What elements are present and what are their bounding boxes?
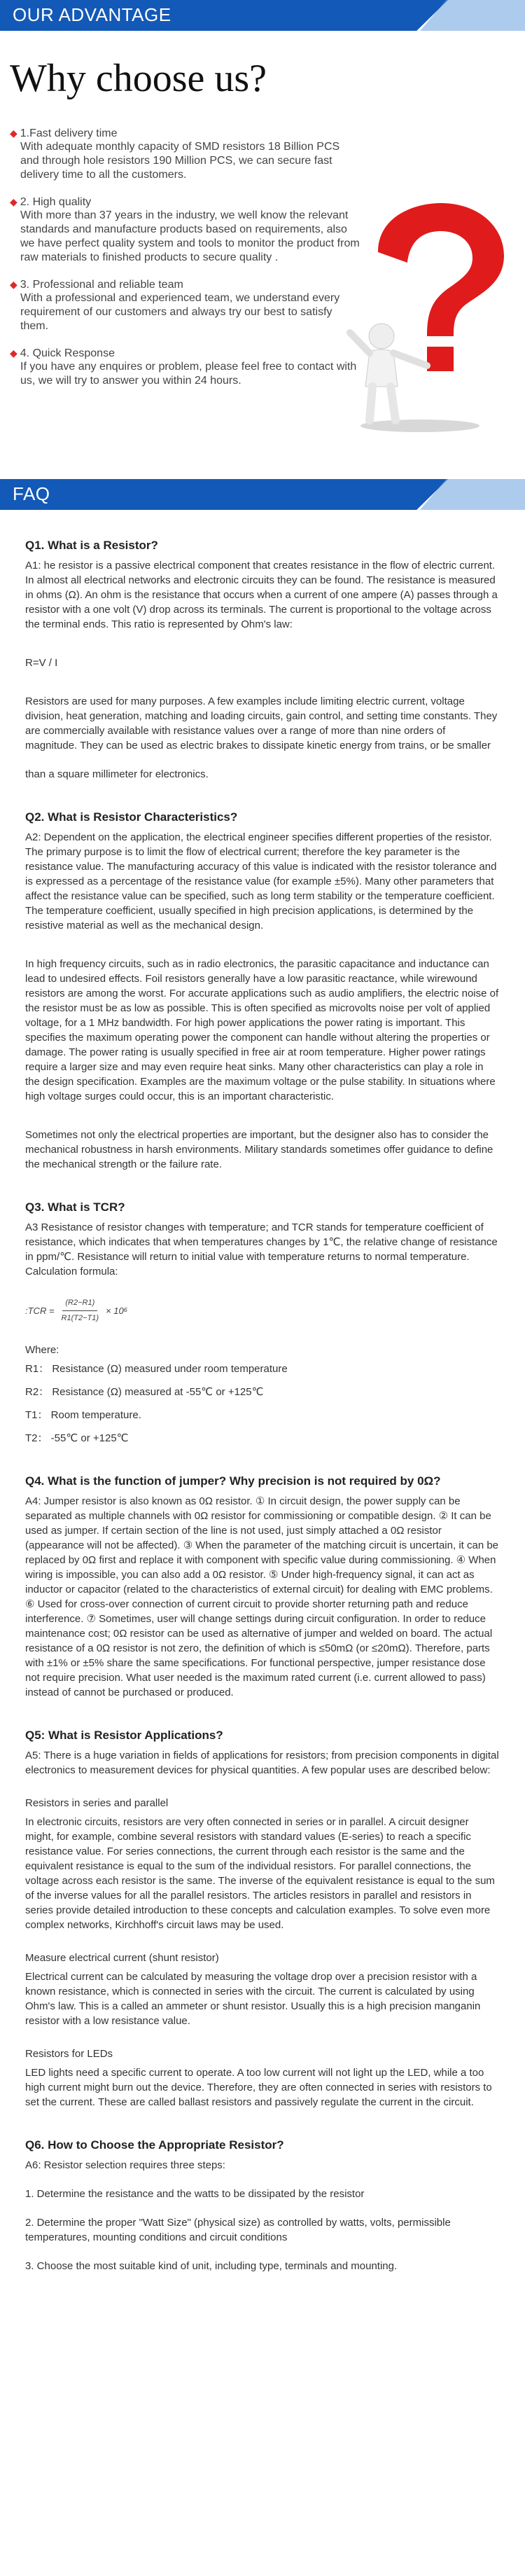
faq-answer: LED lights need a specific current to operate. A too low current will not light up the LED, while a too high current might burn out the device. Therefore, they are often connected in series with resistors to set the current. These are called ballast resistors and passively regulate the current in the circuit. bbox=[25, 2067, 492, 2108]
advantage-heading: 1.Fast delivery time bbox=[20, 127, 118, 139]
advantage-text: If you have any enquires or problem, please feel free to contact with us, we will try to answer you within 24 hours. bbox=[20, 361, 357, 387]
advantage-heading: 3. Professional and reliable team bbox=[20, 279, 183, 291]
diamond-bullet-icon: ◆ bbox=[10, 279, 18, 290]
faq-answer: A1: he resistor is a passive electrical component that creates resistance in the flow of electric current. In almost all electrical networks and electronic circuits they can be found. The resistance is measured in ohms (Ω). An ohm is the resistance that occurs when a current of one ampere (A) passes through a resistor with a one volt (V) drop across its terminals. The current is proportional to the voltage across the terminal ends. This ratio is represented by Ohm's law: bbox=[25, 560, 498, 630]
advantages-list bbox=[10, 127, 360, 402]
faq-question: Q6. How to Choose the Appropriate Resistor? bbox=[25, 2138, 284, 2152]
question-mark-figure-icon bbox=[329, 203, 518, 434]
formula-denominator: R1(T2−T1) bbox=[61, 1314, 99, 1322]
selection-step: 1. Determine the resistance and the watts to be dissipated by the resistor bbox=[25, 2188, 365, 2200]
diamond-bullet-icon: ◆ bbox=[10, 347, 18, 359]
definition-item: T1： Room temperature. bbox=[25, 1409, 141, 1421]
faq-question: Q3. What is TCR? bbox=[25, 1200, 125, 1214]
faq-answer: than a square millimeter for electronics. bbox=[25, 768, 209, 780]
advantage-item bbox=[10, 279, 360, 333]
faq-answer: A3 Resistance of resistor changes with temperature; and TCR stands for temperature coefficient of resistance, which indicates that when temperatures changes by 1℃, the relative change of resistance in ppm/℃. Resistance will return to initial value with temperature returns to normal temperature. Calculation formula: bbox=[25, 1221, 498, 1277]
diamond-bullet-icon: ◆ bbox=[10, 127, 18, 139]
selection-step: 3. Choose the most suitable kind of unit, including type, terminals and mounting. bbox=[25, 2260, 398, 2272]
advantage-banner-title: OUR ADVANTAGE bbox=[13, 4, 172, 25]
faq-question: Q1. What is a Resistor? bbox=[25, 539, 158, 552]
advantage-text: With more than 37 years in the industry, we well know the relevant standards and manufacture products based on requirements, also we have perfect quality system and tools to monitor the product from raw materials to finished products to secure quality . bbox=[20, 209, 360, 263]
formula-lhs: :TCR = bbox=[25, 1306, 55, 1316]
ohms-law: R=V / I bbox=[25, 657, 58, 669]
faq-answer: A6: Resistor selection requires three steps: bbox=[25, 2159, 225, 2171]
faq-subheading: Resistors for LEDs bbox=[25, 2048, 113, 2060]
advantage-item bbox=[10, 347, 360, 388]
advantages-section bbox=[0, 119, 525, 483]
faq-question: Q4. What is the function of jumper? Why precision is not required by 0Ω? bbox=[25, 1474, 441, 1488]
selection-step: 2. Determine the proper "Watt Size" (physical size) as controlled by watts, volts, permissible temperatures, mounting conditions and circuit conditions bbox=[25, 2217, 451, 2243]
faq-answer: A2: Dependent on the application, the electrical engineer specifies different properties of the resistor. The primary purpose is to limit the flow of electrical current; therefore the key parameter is the resistance value. The manufacturing accuracy of this value is indicated with the resistor tolerance and is expressed as a percentage of the resistance value (for example ±5%). Many other parameters that affect the resistance value can be specified, such as long term stability or the temperature coefficient. The temperature coefficient, usually specified in high precision applications, is determined by the resistive material as well as the mechanical design. bbox=[25, 831, 497, 932]
advantage-item bbox=[10, 127, 360, 182]
advantage-banner bbox=[0, 0, 525, 31]
faq-subheading: Resistors in series and parallel bbox=[25, 1797, 169, 1809]
banner-bar bbox=[0, 479, 448, 510]
faq-answer: In electronic circuits, resistors are very often connected in series or in parallel. A circuit designer might, for example, combine several resistors with standard values (E-series) to reach a specific resistance value. For series connections, the current through each resistor is the same and the equivalent resistance is equal to the sum of the individual resistors. For parallel connections, the voltage across each resistor is the same. The inverse of the equivalent resistance is equal to the sum of the inverse values for all the parallel resistors. The articles resistors in parallel and resistors in series provide detailed introduction to these concepts and calculation examples. To solve even more complex networks, Kirchhoff's circuit laws may be used. bbox=[25, 1816, 495, 1931]
faq-answer: A4: Jumper resistor is also known as 0Ω resistor. ① In circuit design, the power supply can be separated as multiple channels with 0Ω resistor for commissioning or compatible design. ② It can be used as jumper. If certain section of the line is not used, just simply attached a 0Ω resistor (appearance will not be affected). ③ When the parameter of the matching circuit is uncertain, it can be replaced by 0Ω first and replace it with component with specific value during commissioning. ④ When wiring is impossible, you can also add a 0Ω resistor. ⑤ Under high-frequency signal, it can act as inductor or capacitor (related to the characteristics of external circuit) for dealing with EMC problems. ⑥ Used for cross-over connection of current circuit to provide shorter returning path and reduce interference. ⑦ Sometimes, user will change settings during circuit configuration. In order to reduce maintenance cost; 0Ω resistor can be used as alternative of jumper and welded on board. The actual resistance of a 0Ω resistor is not zero, the definition of which is ≤50mΩ (or ≤20mΩ). Therefore, parts with ±1% or ±5% share the same specifications. For functional perspective, jumper resistance dose not require precision. What user needed is the maximum rated current (i.e. current allowed to pass) instead of cannot be purchased or produced. bbox=[25, 1495, 499, 1698]
definition-item: T2： -55℃ or +125℃ bbox=[25, 1432, 129, 1444]
tcr-formula bbox=[25, 1296, 500, 1326]
advantage-item bbox=[10, 196, 360, 265]
faq-answer: Electrical current can be calculated by measuring the voltage drop over a precision resistor with a known resistance, which is connected in series with the circuit. The current is calculated by using Ohm's law. This is a called an ammeter or shunt resistor. Usually this is a high precision manganin resistor with a low resistance value. bbox=[25, 1971, 481, 2027]
formula-rhs: × 10⁶ bbox=[106, 1306, 128, 1316]
formula-fraction bbox=[59, 1296, 102, 1326]
why-choose-title: Why choose us? bbox=[10, 57, 267, 100]
faq-banner bbox=[0, 479, 525, 510]
where-label: Where: bbox=[25, 1344, 59, 1356]
faq-answer: A5: There is a huge variation in fields of applications for resistors; from precision components in digital electronics to measurement devices for physical quantities. A few popular uses are described below: bbox=[25, 1750, 499, 1776]
faq-section bbox=[0, 538, 525, 2273]
advantage-heading: 4. Quick Response bbox=[20, 347, 115, 359]
diamond-bullet-icon: ◆ bbox=[10, 196, 18, 207]
faq-subheading: Measure electrical current (shunt resistor) bbox=[25, 1952, 219, 1964]
advantage-text: With adequate monthly capacity of SMD resistors 18 Billion PCS and through hole resistors 190 Million PCS, we can secure fast delivery time to all the customers. bbox=[20, 141, 340, 181]
definition-item: R2： Resistance (Ω) measured at -55℃ or +125℃ bbox=[25, 1386, 264, 1398]
tcr-definitions bbox=[25, 1362, 500, 1446]
formula-numerator: (R2−R1) bbox=[62, 1296, 97, 1311]
faq-question: Q5: What is Resistor Applications? bbox=[25, 1729, 223, 1742]
faq-question: Q2. What is Resistor Characteristics? bbox=[25, 810, 238, 824]
faq-answer: Resistors are used for many purposes. A few examples include limiting electric current, voltage division, heat generation, matching and loading circuits, gain control, and setting time constants. They are commercially available with resistance values over a range of more than nine orders of magnitude. They can be used as electric brakes to dissipate kinetic energy from trains, or be smaller bbox=[25, 695, 498, 752]
faq-answer: In high frequency circuits, such as in radio electronics, the parasitic capacitance and inductance can lead to undesired effects. Foil resistors generally have a low parasitic reactance, while wirewound resistors are among the worst. For accurate applications such as audio amplifiers, the electric noise of the resistor must be as low as possible. This is often specified as microvolts noise per volt of applied voltage, for a 1 MHz bandwidth. For high power applications the power rating is important. This specifies the maximum operating power the component can handle without altering the properties or damage. The power rating is usually specified in free air at room temperature. Higher power ratings require a larger size and may even require heat sinks. Many other characteristics can play a role in the design specification. Examples are the maximum voltage or the pulse stability. In situations where high voltage surges could occur, this is an important characteristic. bbox=[25, 958, 499, 1102]
advantage-heading: 2. High quality bbox=[20, 196, 92, 208]
advantage-text: With a professional and experienced team, we understand every requirement of our customers and always try our best to satisfy them. bbox=[20, 292, 340, 332]
definition-item: R1： Resistance (Ω) measured under room temperature bbox=[25, 1363, 288, 1375]
faq-answer: Sometimes not only the electrical properties are important, but the designer also has to consider the mechanical robustness in harsh environments. Military standards sometimes offer guidance to define the mechanical strength or the failure rate. bbox=[25, 1129, 493, 1170]
faq-banner-title: FAQ bbox=[13, 483, 50, 504]
